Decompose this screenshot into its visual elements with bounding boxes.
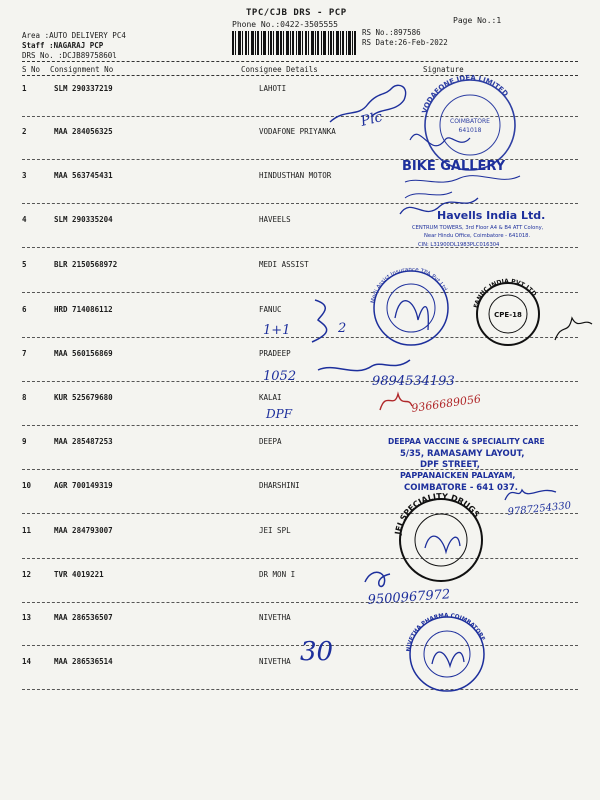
row-consignee: MEDI ASSIST (259, 260, 309, 269)
deepaa-stamp (388, 437, 545, 493)
jei-stamp (393, 492, 482, 581)
jei-ring-text: JEI SPECIALITY DRUGS (393, 491, 482, 536)
row-sno: 13 (22, 613, 32, 622)
kalai-handwritten-phone: 9366689056 (410, 392, 482, 415)
svg-text:FANUC INDIA PVT LTD (473, 278, 538, 309)
nivetha-handwritten-count: 30 (300, 637, 334, 667)
row-consignee: KALAI (259, 393, 282, 402)
row-consignee: VODAFONE PRIYANKA (259, 127, 336, 136)
row-consignee: HINDUSTHAN MOTOR (259, 171, 332, 180)
row-consignee: HAVEELS (259, 215, 291, 224)
havells-address-1: CENTRUM TOWERS, 3rd Floor A4 & B4 ATT Colony, (412, 225, 544, 231)
vodafone-pin: 641018 (458, 127, 482, 134)
nivetha-ring-text: NIVETHA PHARMA COIMBATORE (406, 612, 486, 652)
vodafone-city: COIMBATORE (450, 118, 490, 125)
row-sno: 14 (22, 657, 32, 666)
row-consignee: PRADEEP (259, 349, 291, 358)
row-sno: 3 (22, 171, 27, 180)
havells-name: Havells India Ltd. (437, 209, 546, 222)
page-number: Page No.:1 (453, 16, 502, 25)
medi-assist-stamp (370, 267, 448, 345)
row-consignee: NIVETHA (259, 613, 291, 622)
row-sno: 12 (22, 570, 32, 579)
row-sno: 1 (22, 84, 27, 93)
row-consignment: SLM 290335204 (54, 215, 113, 224)
row-sno: 9 (22, 437, 27, 446)
area-label: Area :AUTO DELIVERY PC4 (22, 31, 126, 40)
row-consignment: KUR 525679680 (54, 393, 113, 402)
fanuc-stamp (473, 278, 539, 345)
fanuc-handwritten-note: 1+1 (263, 323, 291, 338)
row-consignment: MAA 286536514 (54, 657, 113, 666)
deepaa-line-4: PAPPANAICKEN PALAYAM, (400, 471, 516, 480)
fanuc-code: CPE-18 (494, 311, 522, 319)
col-consignment: Consignment No (50, 65, 114, 74)
row-consignee: JEI SPL (259, 526, 291, 535)
deepaa-line-5: COIMBATORE - 641 037. (404, 483, 518, 493)
pradeep-handwritten-phone: 9894534193 (372, 374, 455, 389)
row-consignment: BLR 2150568972 (54, 260, 118, 269)
col-consignee: Consignee Details (241, 65, 318, 74)
row-consignment: HRD 714086112 (54, 305, 113, 314)
fanuc-handwritten-count: 2 (338, 321, 347, 336)
havells-cin: CIN: L31900DL1983PLC016304 (418, 242, 500, 248)
row-consignment: TVR 4019221 (54, 570, 104, 579)
drs-number: DRS No. :DCJB8975860l (22, 51, 117, 60)
mon-handwritten-phone: 9500967972 (367, 587, 451, 608)
row-sno: 8 (22, 393, 27, 402)
staff-label: Staff :NAGARAJ PCP (22, 41, 104, 50)
row-sno: 4 (22, 215, 27, 224)
col-signature: Signature (423, 65, 464, 74)
svg-text:VODAFONE IDEA LIMITED (421, 74, 510, 115)
fanuc-ring-text: FANUC INDIA PVT LTD (472, 277, 538, 309)
row-consignee: FANUC (259, 305, 282, 314)
row-sno: 6 (22, 305, 27, 314)
rs-date: RS Date:26-Feb-2022 (362, 38, 448, 47)
svg-text:Medi Assist Insurance TPA Pvt (370, 267, 448, 304)
dpf-handwritten: DPF (266, 407, 293, 421)
svg-text:Plc: Plc (359, 109, 385, 130)
row-consignee: LAHOTI (259, 84, 287, 93)
row-consignment: MAA 563745431 (54, 171, 113, 180)
pradeep-handwritten-code: 1052 (263, 369, 297, 384)
rs-number: RS No.:897586 (362, 28, 421, 37)
report-title: TPC/CJB DRS - PCP (246, 8, 347, 18)
row-consignee: NIVETHA (259, 657, 291, 666)
deepaa-line-3: DPF STREET, (420, 460, 480, 470)
row-consignment: AGR 700149319 (54, 481, 113, 490)
dharshini-handwritten-phone: 9787254330 (507, 500, 572, 518)
row-sno: 7 (22, 349, 27, 358)
phone-number: Phone No.:0422-3505555 (232, 20, 338, 29)
row-consignee: DR MON I (259, 570, 296, 579)
vodafone-stamp (421, 74, 515, 170)
row-sno: 5 (22, 260, 27, 269)
row-sno: 11 (22, 526, 32, 535)
nivetha-stamp (406, 613, 485, 691)
deepaa-line-2: 5/35, RAMASAMY LAYOUT, (400, 449, 525, 459)
havells-address-2: Near Hindu Office, Coimbatore - 641018. (424, 233, 531, 239)
row-consignee: DHARSHINI (259, 481, 300, 490)
row-sno: 10 (22, 481, 32, 490)
row-consignment: MAA 284793007 (54, 526, 113, 535)
row-consignee: DEEPA (259, 437, 282, 446)
row-consignment: MAA 284056325 (54, 127, 113, 136)
medi-ring-text: Medi Assist Insurance TPA Pvt Ltd (370, 266, 448, 304)
vodafone-ring-text: VODAFONE IDEA LIMITED (420, 73, 510, 115)
row-consignment: MAA 285487253 (54, 437, 113, 446)
row-consignment: MAA 560156869 (54, 349, 113, 358)
row-sno: 2 (22, 127, 27, 136)
bike-gallery-stamp: BIKE GALLERY (402, 159, 506, 174)
col-sno: S No (22, 65, 41, 74)
deepaa-line-1: DEEPAA VACCINE & SPECIALITY CARE (388, 437, 545, 446)
row-consignment: SLM 290337219 (54, 84, 113, 93)
row-consignment: MAA 286536507 (54, 613, 113, 622)
svg-text:NIVETHA PHARMA COIMBATORE (406, 613, 485, 652)
